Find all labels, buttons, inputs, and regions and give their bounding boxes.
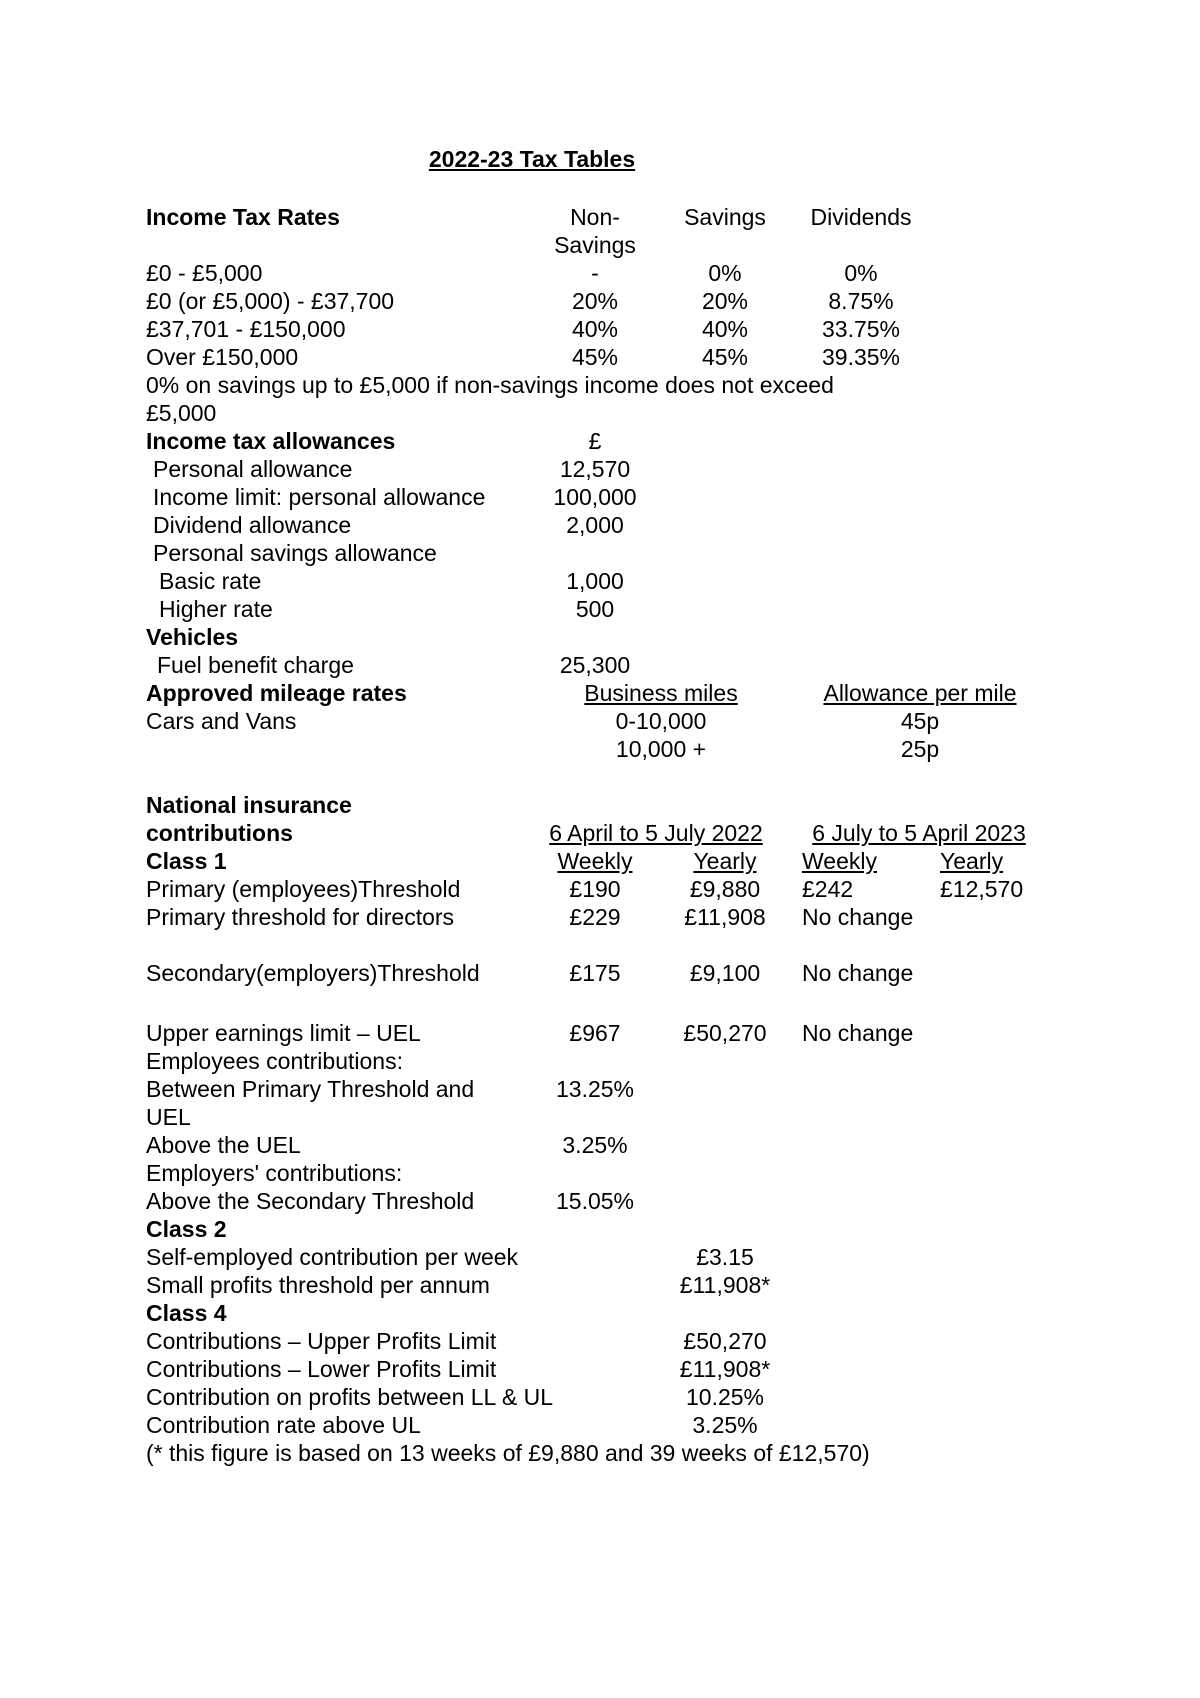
above-uel-label: Above the UEL (146, 1132, 301, 1158)
period-1-heading: 6 April to 5 July 2022 (549, 820, 763, 846)
directors-period-2: No change (802, 904, 914, 930)
primary-yearly-2: £12,570 (940, 876, 1024, 902)
allowances-heading: Income tax allowances (146, 428, 396, 454)
nic-heading: National insurance (146, 792, 352, 818)
primary-yearly-1: £9,880 (689, 876, 761, 902)
page-title: 2022-23 Tax Tables (428, 146, 636, 172)
rate-savings: 45% (701, 344, 749, 370)
secondary-yearly-1: £9,100 (689, 960, 761, 986)
band-label: £0 (or £5,000) - £37,700 (146, 288, 395, 314)
between-threshold-label-2: UEL (146, 1104, 191, 1130)
rate-savings: 0% (708, 260, 742, 286)
rate-savings: 40% (701, 316, 749, 342)
uel-label: Upper earnings limit – UEL (146, 1020, 421, 1046)
allowance-label: Higher rate (159, 596, 273, 622)
small-profits-label: Small profits threshold per annum (146, 1272, 490, 1298)
upl-label: Contributions – Upper Profits Limit (146, 1328, 497, 1354)
fuel-benefit-label: Fuel benefit charge (157, 652, 354, 678)
rate-dividends: 8.75% (828, 288, 894, 314)
primary-weekly-1: £190 (569, 876, 621, 902)
above-uel-value: 3.25% (562, 1132, 628, 1158)
between-limits-value: 10.25% (685, 1384, 765, 1410)
primary-weekly-2: £242 (802, 876, 854, 902)
allowance-value: 500 (575, 596, 615, 622)
employers-contributions-label: Employers' contributions: (146, 1160, 403, 1186)
savings-note: 0% on savings up to £5,000 if non-savings income does not exceed (146, 372, 834, 398)
savings-note-2: £5,000 (146, 400, 217, 426)
band-label: £37,701 - £150,000 (146, 316, 346, 342)
directors-threshold-label: Primary threshold for directors (146, 904, 455, 930)
above-ul-value: 3.25% (692, 1412, 758, 1438)
secondary-weekly-1: £175 (569, 960, 621, 986)
between-threshold-value: 13.25% (555, 1076, 635, 1102)
between-threshold-label: Between Primary Threshold and (146, 1076, 475, 1102)
psa-label: Personal savings allowance (153, 540, 437, 566)
fuel-benefit-value: 25,300 (559, 652, 631, 678)
col-non-savings-2: Savings (554, 232, 636, 258)
vehicles-heading: Vehicles (146, 624, 239, 650)
mileage-rate: 45p (900, 708, 940, 734)
rate-non-savings: 40% (571, 316, 619, 342)
footnote: (* this figure is based on 13 weeks of £9,880 and 39 weeks of £12,570) (146, 1440, 870, 1466)
allowance-value: 100,000 (553, 484, 637, 510)
mileage-miles: 0-10,000 (615, 708, 707, 734)
col-weekly: Weekly (557, 848, 633, 874)
upl-value: £50,270 (683, 1328, 767, 1354)
rate-savings: 20% (701, 288, 749, 314)
allowance-label: Personal allowance (153, 456, 353, 482)
mileage-miles: 10,000 + (615, 736, 707, 762)
band-label: Over £150,000 (146, 344, 299, 370)
rate-dividends: 0% (844, 260, 878, 286)
above-secondary-label: Above the Secondary Threshold (146, 1188, 475, 1214)
directors-weekly-1: £229 (569, 904, 621, 930)
mileage-rate: 25p (900, 736, 940, 762)
period-2-heading: 6 July to 5 April 2023 (812, 820, 1026, 846)
rate-non-savings: 45% (571, 344, 619, 370)
secondary-period-2: No change (802, 960, 914, 986)
lpl-label: Contributions – Lower Profits Limit (146, 1356, 497, 1382)
self-employed-label: Self-employed contribution per week (146, 1244, 519, 1270)
allowance-value: 2,000 (566, 512, 624, 538)
cars-vans-label: Cars and Vans (146, 708, 297, 734)
above-ul-label: Contribution rate above UL (146, 1412, 421, 1438)
col-weekly: Weekly (802, 848, 877, 874)
class2-heading: Class 2 (146, 1216, 227, 1242)
allowance-value: 12,570 (559, 456, 631, 482)
allowance-label: Income limit: personal allowance (153, 484, 486, 510)
directors-yearly-1: £11,908 (684, 904, 766, 930)
col-savings: Savings (684, 204, 766, 230)
rate-dividends: 33.75% (821, 316, 901, 342)
uel-yearly-1: £50,270 (683, 1020, 767, 1046)
income-tax-heading: Income Tax Rates (146, 204, 340, 230)
class4-heading: Class 4 (146, 1300, 227, 1326)
col-non-savings: Non- (570, 204, 620, 230)
self-employed-value: £3.15 (696, 1244, 754, 1270)
col-allowance-per-mile: Allowance per mile (823, 680, 1017, 706)
allowance-value: 1,000 (566, 568, 624, 594)
between-limits-label: Contribution on profits between LL & UL (146, 1384, 554, 1410)
class1-heading: Class 1 (146, 848, 227, 874)
band-label: £0 - £5,000 (146, 260, 263, 286)
col-dividends: Dividends (810, 204, 912, 230)
rate-non-savings: 20% (571, 288, 619, 314)
small-profits-value: £11,908* (679, 1272, 771, 1298)
primary-threshold-label: Primary (employees)Threshold (146, 876, 461, 902)
col-yearly: Yearly (693, 848, 757, 874)
rate-non-savings: - (591, 260, 599, 286)
secondary-threshold-label: Secondary(employers)Threshold (146, 960, 480, 986)
col-business-miles: Business miles (584, 680, 738, 706)
employees-contributions-label: Employees contributions: (146, 1048, 403, 1074)
uel-period-2: No change (802, 1020, 914, 1046)
above-secondary-value: 15.05% (555, 1188, 635, 1214)
allowance-label: Basic rate (159, 568, 262, 594)
uel-weekly-1: £967 (569, 1020, 621, 1046)
allowance-label: Dividend allowance (153, 512, 352, 538)
nic-heading-2: contributions (146, 820, 293, 846)
mileage-heading: Approved mileage rates (146, 680, 407, 706)
currency-symbol: £ (588, 428, 602, 454)
lpl-value: £11,908* (679, 1356, 771, 1382)
col-yearly: Yearly (940, 848, 1004, 874)
rate-dividends: 39.35% (821, 344, 901, 370)
